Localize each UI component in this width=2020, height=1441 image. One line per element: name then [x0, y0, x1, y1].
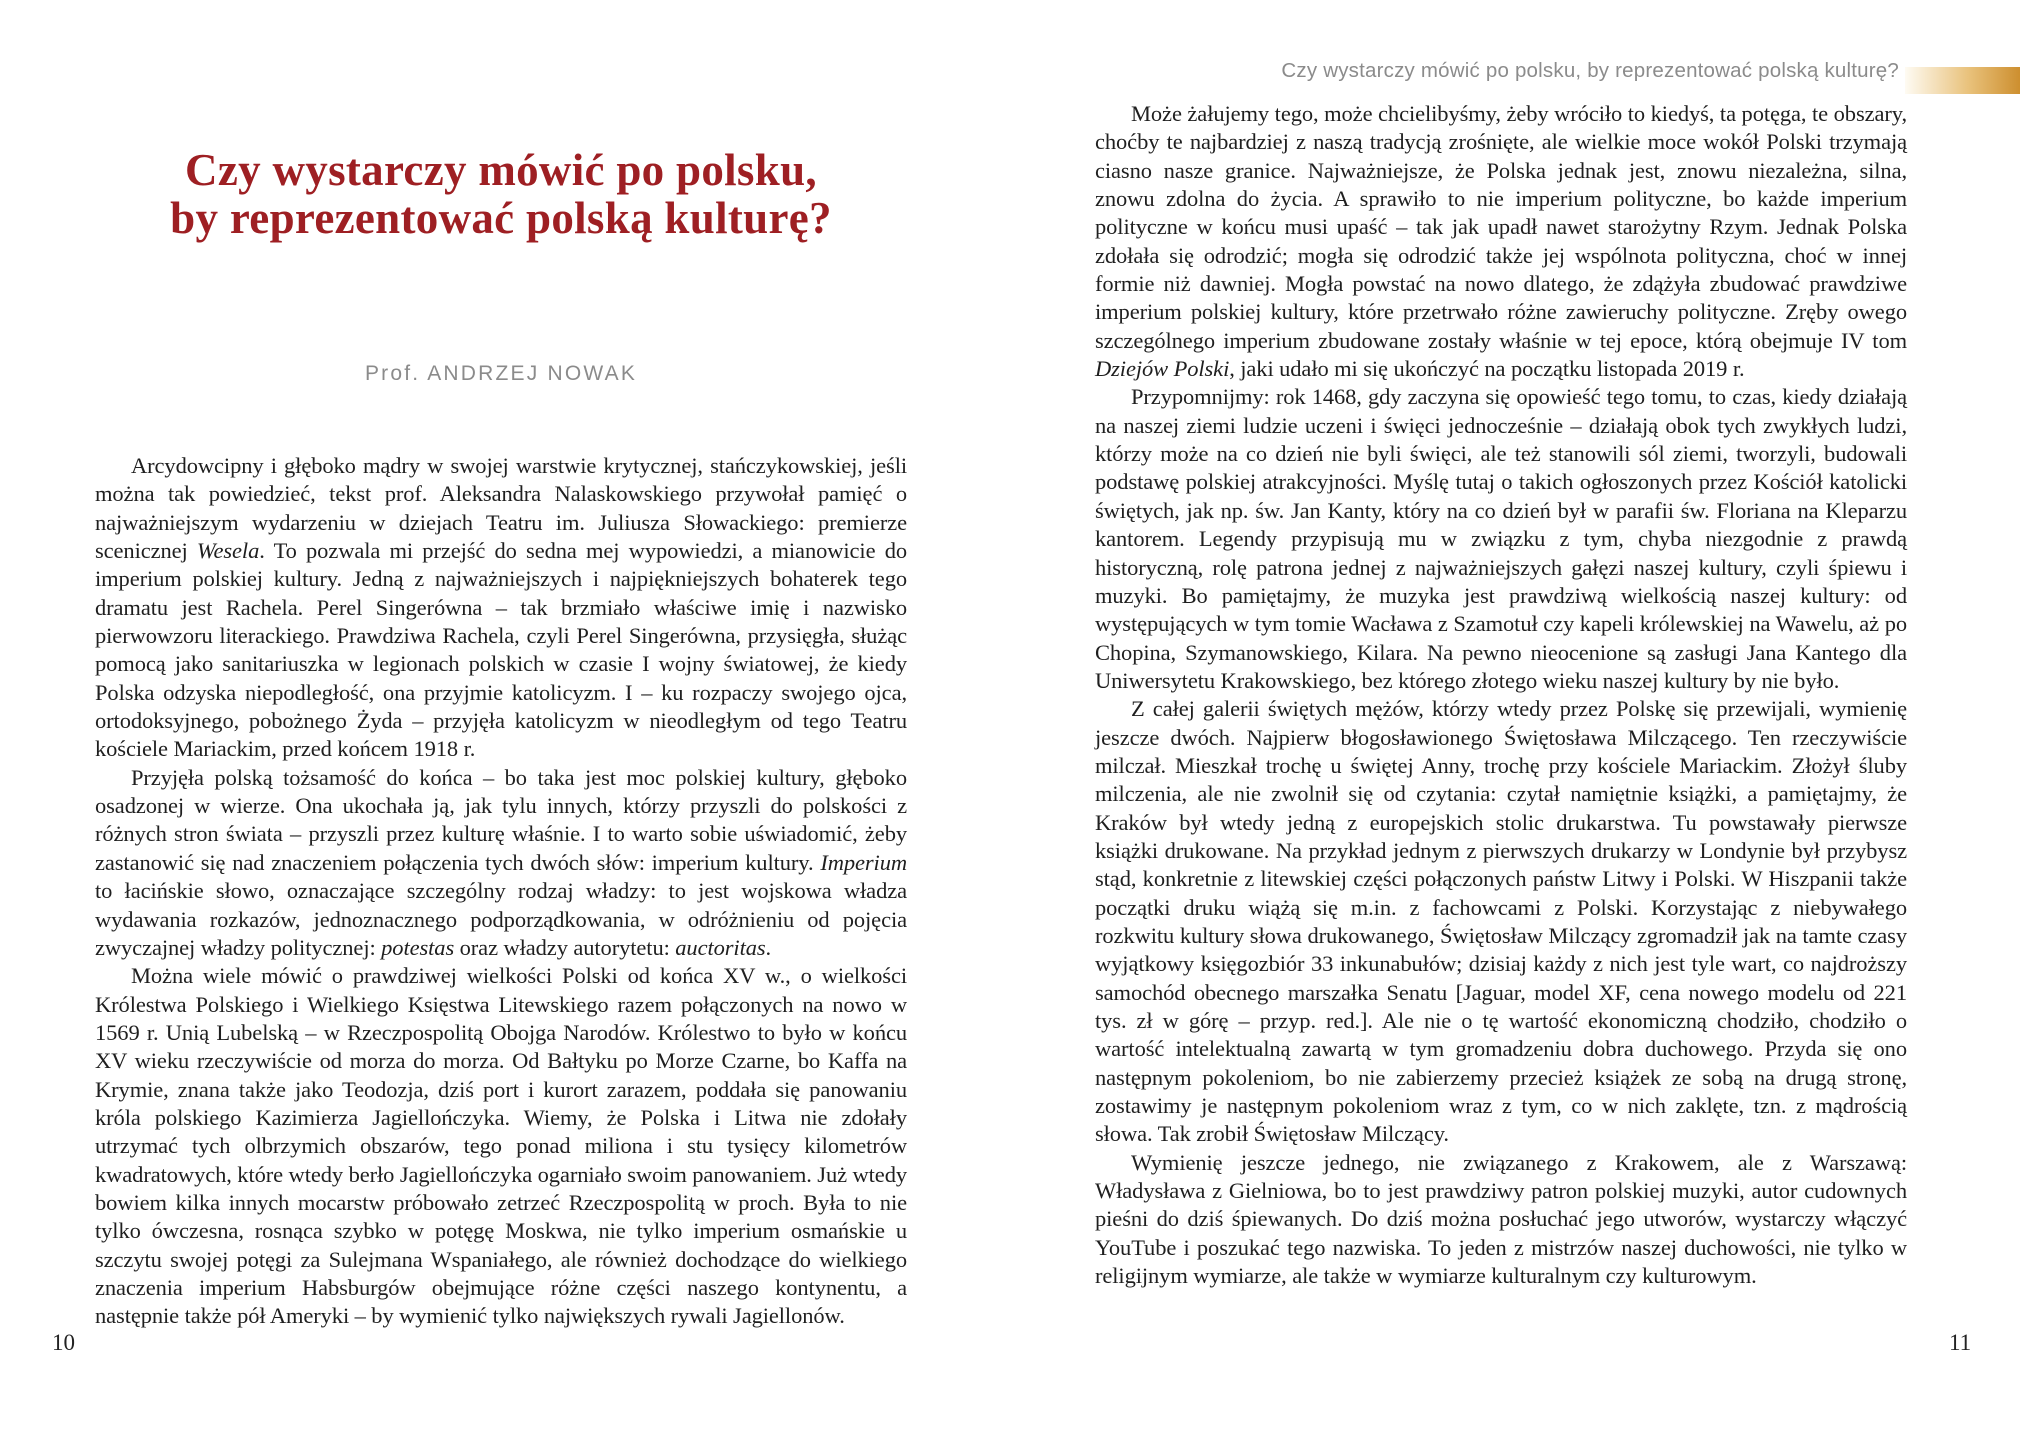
article-title-line-1: Czy wystarczy mówić po polsku,: [185, 145, 817, 195]
right-page: [1095, 0, 1907, 1290]
right-page-body: [1095, 100, 1907, 1290]
paragraph: [1095, 1149, 1907, 1291]
text-run: Przyjęła polską tożsamość do końca – bo taka jest moc polskiej kultury, głęboko osadzonej w wierze. Ona ukochała ją, jak tylu innych, którzy przyszli do polskości z różnych stron świata – przyszli przez kulturę właśnie. I to warto sobie uświadomić, żeby zastanowić się nad znaczeniem połączenia tych dwóch słów: imperium kultury.: [95, 764, 907, 875]
text-run: Wymienię jeszcze jednego, nie związanego z Krakowem, ale z Warszawą: Władysława z Gielniowa, bo to jest prawdziwy patron polskiej muzyki, autor cudownych pieśni do dziś śpiewanych. Do dziś można posłuchać jego utworów, wystarczy włączyć YouTube i poszukać tego nazwiska. To jeden z mistrzów naszej duchowości, nie tylko w religijnym wymiarze, ale także w wymiarze kulturalnym czy kulturowym.: [1095, 1149, 1907, 1289]
page-number-left: 10: [52, 1330, 75, 1355]
text-run: , jaki udało mi się ukończyć na początku listopada 2019 r.: [1229, 356, 1745, 382]
article-title: [95, 146, 907, 242]
text-run: . To pozwala mi przejść do sedna mej wypowiedzi, a mianowicie do imperium polskiej kultury. Jedną z najważniejszych i najpiękniejszych bohaterek tego dramatu jest Rachela. Perel Singerówna – tak brzmiało właściwe imię i nazwisko pierwowzoru literackiego. Prawdziwa Rachela, czyli Perel Singerówna, przysięgła, służąc pomocą jako sanitariuszka w legionach polskich w czasie I wojny światowej, że kiedy Polska odzyska niepodległość, ona przyjmie katolicyzm. I – ku rozpaczy swojego ojca, ortodoksyjnego, pobożnego Żyda – przyjęła katolicyzm w nieodległym od tego Teatru kościele Mariackim, przed końcem 1918 r.: [95, 538, 907, 762]
italic-text-run: auctoritas: [675, 934, 766, 960]
italic-text-run: Dziejów Polski: [1095, 356, 1230, 382]
running-head: Czy wystarczy mówić po polsku, by reprezentować polską kulturę?: [1281, 59, 1899, 82]
page-number-right: 11: [1949, 1330, 1972, 1355]
italic-text-run: potestas: [381, 934, 455, 960]
text-run: Można wiele mówić o prawdziwej wielkości Polski od końca XV w., o wielkości Królestwa Polskiego i Wielkiego Księstwa Litewskiego razem połączonych na nowo w 1569 r. Unią Lubelską – w Rzeczpospolitą Obojga Narodów. Królestwo to było w końcu XV wieku rzeczywiście od morza do morza. Od Bałtyku po Morze Czarne, bo Kaffa na Krymie, znana także jako Teodozja, dziś port i kurort zarazem, poddała się panowaniu króla polskiego Kazimierza Jagiellończyka. Wiemy, że Polska i Litwa nie zdołały utrzymać tych olbrzymich obszarów, tego ponad miliona i stu tysięcy kilometrów kwadratowych, które wtedy berło Jagiellończyka ogarniało swoim panowaniem. Już wtedy bowiem kilka innych mocarstw próbowało zetrzeć Rzeczpospolitą w proch. Była to nie tylko ówczesna, rosnąca szybko w potęgę Moskwa, nie tylko imperium osmańskie u szczytu swojej potęgi za Sulejmana Wspaniałego, ale również dochodzące do wielkiego znaczenia imperium Habsburgów obejmujące różne części naszego kontynentu, a następnie także pół Ameryki – by wymienić tylko największych rywali Jagiellonów.: [95, 963, 907, 1329]
left-page: [95, 0, 907, 1331]
paragraph: [95, 962, 907, 1330]
italic-text-run: Imperium: [820, 849, 907, 875]
text-run: .: [765, 934, 772, 960]
text-run: Może żałujemy tego, może chcielibyśmy, żeby wróciło to kiedyś, ta potęga, te obszary, choćby te najbardziej z naszą tradycją zrośnięte, ale wielkie moce wokół Polski trzymają ciasno nasze granice. Najważniejsze, że Polska jednak jest, znowu niezależna, silna, znowu zdolna do życia. A sprawiło to nie imperium polityczne, bo każde imperium polityczne w końcu musi upaść – tak jak upadł nawet starożytny Rzym. Jednak Polska zdołała się odrodzić; mogła się odrodzić także jej wspólnota polityczna, choć w innej formie niż dawniej. Mogła powstać na nowo dlatego, że zdążyła zbudować prawdziwe imperium polskiej kultury, które przetrwało różne zawieruchy polityczne. Zręby owego szczególnego imperium zbudowane zostały właśnie w tej epoce, którą obejmuje IV tom: [1095, 101, 1907, 353]
paragraph: [1095, 100, 1907, 383]
author-byline: Prof. ANDRZEJ NOWAK: [364, 362, 638, 385]
text-run: Przypomnijmy: rok 1468, gdy zaczyna się opowieść tego tomu, to czas, kiedy działają na naszej ziemi ludzie uczeni i święci jednocześnie – działają obok tych zwykłych ludzi, którzy może na co dzień nie byli święci, ale też stanowili sól ziemi, tworzyli, budowali podstawę polskiej atrakcyjności. Myślę tutaj o takich ogłoszonych przez Kościół katolicki świętych, jak np. św. Jan Kanty, który na co dzień był w parafii św. Floriana na Kleparzu kantorem. Legendy przypisują mu w związku z tym, chyba niezgodnie z prawdą historyczną, rolę patrona jednej z najważniejszych gałęzi naszej kultury, czyli śpiewu i muzyki. Bo pamiętajmy, że muzyka jest prawdziwą wielkością naszej kultury: od występujących w tym tomie Wacława z Szamotuł czy kapeli królewskiej na Wawelu, aż po Chopina, Szymanowskiego, Kilara. Na pewno nieocenione są zasługi Jana Kantego dla Uniwersytetu Krakowskiego, bez którego złotego wieku naszej kultury by nie było.: [1095, 384, 1907, 693]
paragraph: [1095, 383, 1907, 695]
paragraph: [95, 764, 907, 962]
left-page-body: [95, 452, 907, 1331]
text-run: to łacińskie słowo, oznaczające szczególny rodzaj władzy: to jest wojskowa władza wydawania rozkazów, jednoznacznego podporządkowania, w odróżnieniu od pojęcia zwyczajnej władzy politycznej:: [95, 878, 907, 960]
paragraph: [95, 452, 907, 764]
paragraph: [1095, 695, 1907, 1149]
text-run: oraz władzy autorytetu:: [454, 934, 676, 960]
text-run: Arcydowcipny i głęboko mądry w swojej warstwie krytycznej, stańczykowskiej, jeśli można tak powiedzieć, tekst prof. Aleksandra Nalaskowskiego przywołał pamięć o najważniejszym wydarzeniu w dziejach Teatru im. Juliusza Słowackiego: premierze scenicznej: [95, 453, 907, 564]
article-title-line-2: by reprezentować polską kulturę?: [170, 193, 832, 243]
text-run: Z całej galerii świętych mężów, którzy wtedy przez Polskę się przewijali, wymienię jeszcze dwóch. Najpierw błogosławionego Świętosława Milczącego. Ten rzeczywiście milczał. Mieszkał trochę u świętej Anny, trochę przy kościele Mariackim. Złożył śluby milczenia, ale nie zwolnił się od czytania: czytał namiętnie książki, a pamiętajmy, że Kraków był wtedy jedną z europejskich stolic drukarstwa. Tu powstawały pierwsze książki drukowane. Na przykład jednym z pierwszych drukarzy w Londynie był przybysz stąd, konkretnie z litewskiej części połączonych państw Litwy i Polski. W Hiszpanii także początki druku wiążą się m.in. z fachowcami z Polski. Korzystając z niebywałego rozkwitu kultury słowa drukowanego, Świętosław Milczący zgromadził jak na tamte czasy wyjątkowy księgozbiór 33 inkunabułów; dzisiaj każdy z nich jest tyle wart, co najdroższy samochód obecnego marszałka Senatu [Jaguar, model XF, cena nowego modelu od 221 tys. zł w górę – przyp. red.]. Ale nie o tę wartość ekonomiczną chodziło, chodziło o wartość intelektualną zawartą w tym gromadzeniu dobra duchowego. Przyda się ono następnym pokoleniom, bo nie zabierzemy przecież książek ze sobą na drugą stronę, zostawimy je następnym pokoleniom wraz z tym, co w nich zaklęte, tzn. z mądrością słowa. Tak zrobił Świętosław Milczący.: [1095, 696, 1907, 1147]
italic-text-run: Wesela: [196, 538, 260, 564]
header-gradient-bar: [1905, 67, 2020, 94]
